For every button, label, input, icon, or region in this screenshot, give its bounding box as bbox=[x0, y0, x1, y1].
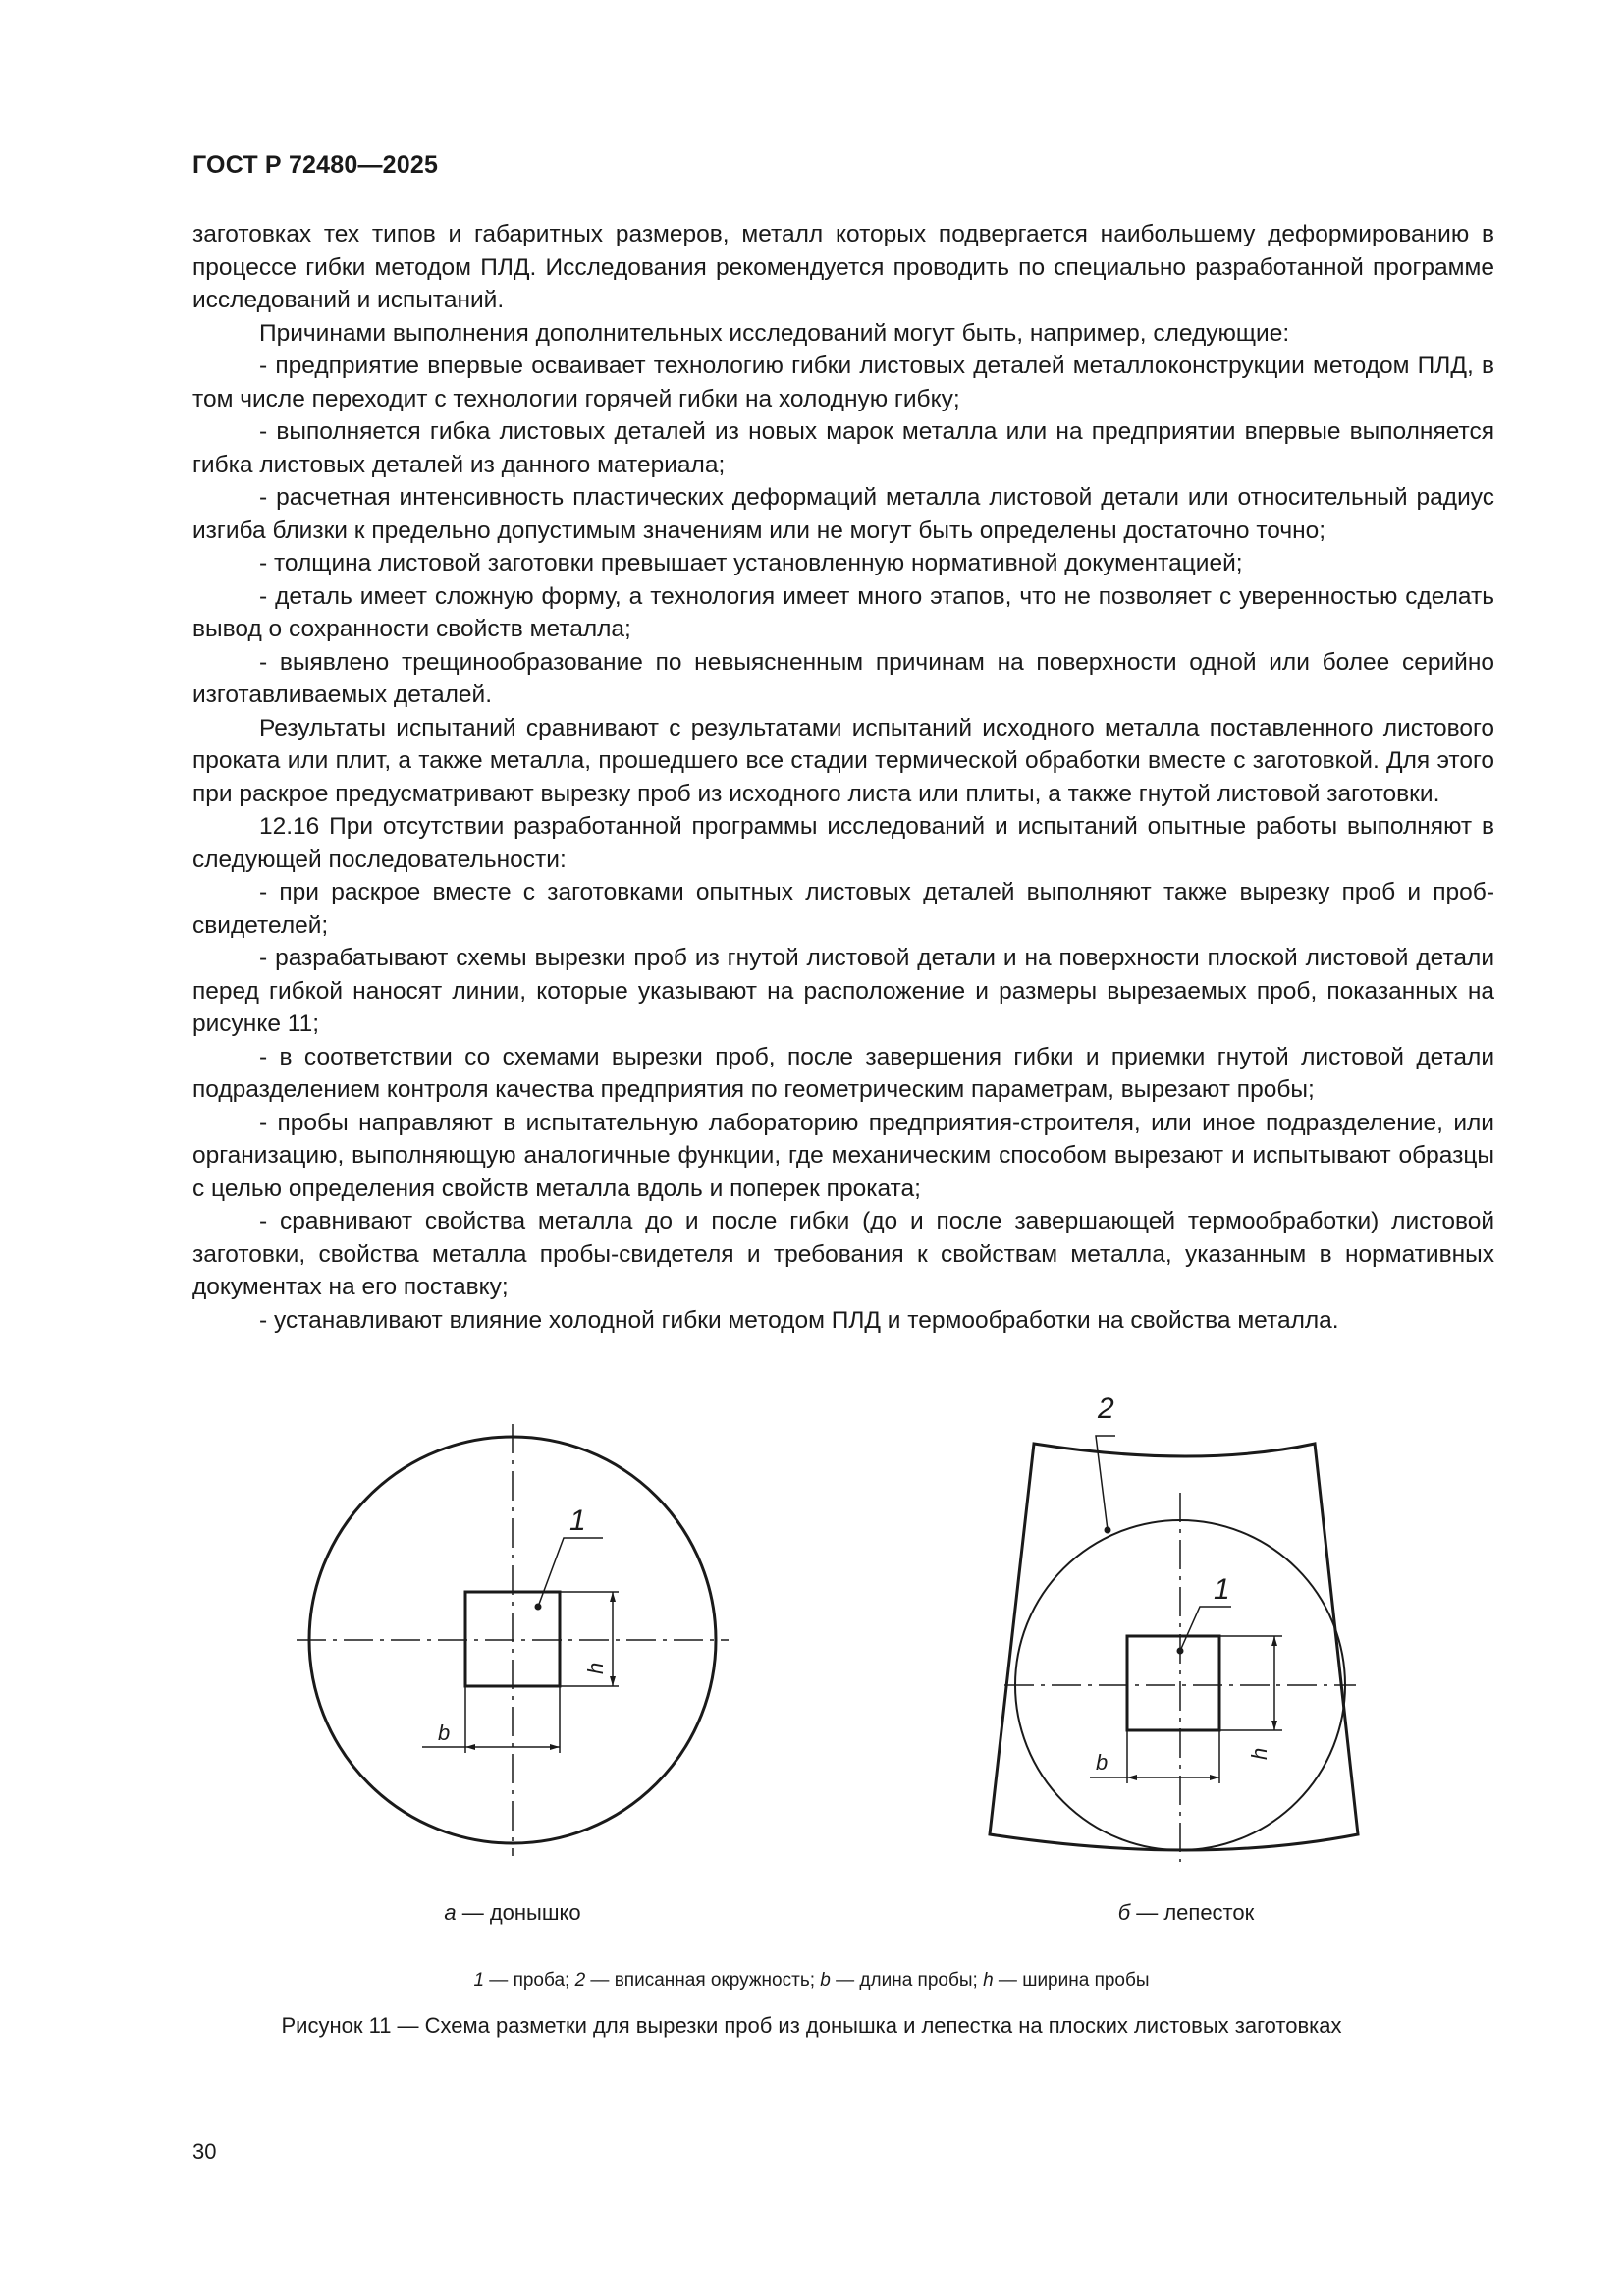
caption-b bbox=[1039, 1900, 1333, 1926]
legend-num: 2 bbox=[574, 1970, 586, 1991]
legend-text: — вписанная окружность; bbox=[585, 1970, 821, 1991]
figure-11 bbox=[0, 1375, 1623, 1925]
list-item: - в соответствии со схемами вырезки проб, после завершения гибки и приемки гнутой листовой детали подразделением контроля качества предприятия по геометрическим параметрам, вырезают пробы; bbox=[192, 1043, 1494, 1103]
document-header: ГОСТ Р 72480—2025 bbox=[192, 151, 439, 179]
leader-line-2 bbox=[1096, 1436, 1115, 1530]
caption-a bbox=[365, 1900, 660, 1926]
legend-text: — ширина пробы bbox=[993, 1970, 1150, 1991]
body-text bbox=[192, 218, 1494, 1337]
paragraph: заготовках тех типов и габаритных размеров, металл которых подвергается наибольшему деформированию в процессе гибки методом ПЛД. Исследования рекомендуется проводить по специально разработанной программе исследований и испытаний. bbox=[192, 221, 1494, 313]
paragraph: Причинами выполнения дополнительных исследований могут быть, например, следующие: bbox=[259, 319, 1290, 347]
sample-rect bbox=[1127, 1636, 1219, 1730]
list-item: - разрабатывают схемы вырезки проб из гнутой листовой детали и на поверхности плоской листовой детали перед гибкой наносят линии, которые указывают на расположение и размеры вырезаемых проб, показанных на рисунке 11; bbox=[192, 945, 1494, 1037]
list-item: - выполняется гибка листовых деталей из новых марок металла или на предприятии впервые выполняется гибка листовых деталей из данного материала; bbox=[192, 418, 1494, 478]
figure-legend bbox=[0, 1970, 1623, 1992]
legend-num: 1 bbox=[473, 1970, 485, 1991]
list-item: - выявлено трещинообразование по невыясненным причинам на поверхности одной или более серийно изготавливаемых деталей. bbox=[192, 648, 1494, 708]
legend-num: h bbox=[983, 1970, 994, 1991]
figure-title: Рисунок 11 — Схема разметки для вырезки проб из донышка и лепестка на плоских листовых заготовках bbox=[281, 2013, 1342, 2038]
caption-a-letter: а bbox=[444, 1900, 457, 1925]
petal-outline bbox=[990, 1444, 1358, 1850]
list-item: - толщина листовой заготовки превышает установленную нормативной документацией; bbox=[259, 550, 1243, 576]
leader-line bbox=[1180, 1607, 1231, 1651]
figure-drawing bbox=[0, 1375, 1623, 1925]
legend-text: — длина пробы; bbox=[830, 1970, 984, 1991]
label-1-right: 1 bbox=[1214, 1573, 1230, 1606]
list-item: - при раскрое вместе с заготовками опытных листовых деталей выполняют также вырезку проб и проб-свидетелей; bbox=[192, 879, 1494, 939]
list-item: - сравнивают свойства металла до и после гибки (до и после завершающей термообработки) листовой заготовки, свойства металла пробы-свидетеля и требования к свойствам металла, указанным в нормативных документах на его поставку; bbox=[192, 1208, 1494, 1300]
legend-text: — проба; bbox=[484, 1970, 575, 1991]
paragraph: 12.16 При отсутствии разработанной программы исследований и испытаний опытные работы выполняют в следующей последовательности: bbox=[192, 813, 1494, 873]
leader-line bbox=[538, 1538, 603, 1607]
label-b-left: b bbox=[438, 1721, 451, 1745]
paragraph: Результаты испытаний сравнивают с результатами испытаний исходного металла поставленного листового проката или плит, а также металла, прошедшего все стадии термической обработки вместе с заготовкой. Для этого при раскрое предусматривают вырезку проб из исходного листа или плиты, а также гнутой листовой заготовки. bbox=[192, 714, 1494, 807]
caption-b-text: — лепесток bbox=[1130, 1900, 1255, 1925]
list-item: - устанавливают влияние холодной гибки методом ПЛД и термообработки на свойства металла. bbox=[259, 1306, 1339, 1334]
right-diagram bbox=[990, 1436, 1358, 1862]
list-item: - деталь имеет сложную форму, а технология имеет много этапов, что не позволяет с уверенностью сделать вывод о сохранности свойств металла; bbox=[192, 582, 1494, 642]
caption-b-letter: б bbox=[1117, 1900, 1131, 1925]
label-1-left: 1 bbox=[569, 1504, 586, 1537]
label-h-left: h bbox=[583, 1662, 608, 1674]
legend-num: b bbox=[820, 1970, 831, 1991]
label-2-right: 2 bbox=[1098, 1393, 1114, 1425]
caption-a-text: — донышко bbox=[456, 1900, 581, 1925]
label-b-right: b bbox=[1096, 1750, 1109, 1775]
list-item: - расчетная интенсивность пластических деформаций металла листовой детали или относительный радиус изгиба близки к предельно допустимым значениям или не могут быть определены достаточно точно; bbox=[192, 484, 1494, 544]
left-diagram bbox=[297, 1424, 729, 1856]
page-number: 30 bbox=[192, 2139, 217, 2163]
label-h-right: h bbox=[1247, 1747, 1271, 1760]
list-item: - предприятие впервые осваивает технологию гибки листовых деталей металлоконструкции методом ПЛД, в том числе переходит с технологии горячей гибки на холодную гибку; bbox=[192, 353, 1494, 412]
list-item: - пробы направляют в испытательную лабораторию предприятия-строителя, или иное подразделение, или организацию, выполняющую аналогичные функции, где механическим способом вырезают и испытывают образцы с целью определения свойств металла вдоль и поперек проката; bbox=[192, 1109, 1494, 1202]
